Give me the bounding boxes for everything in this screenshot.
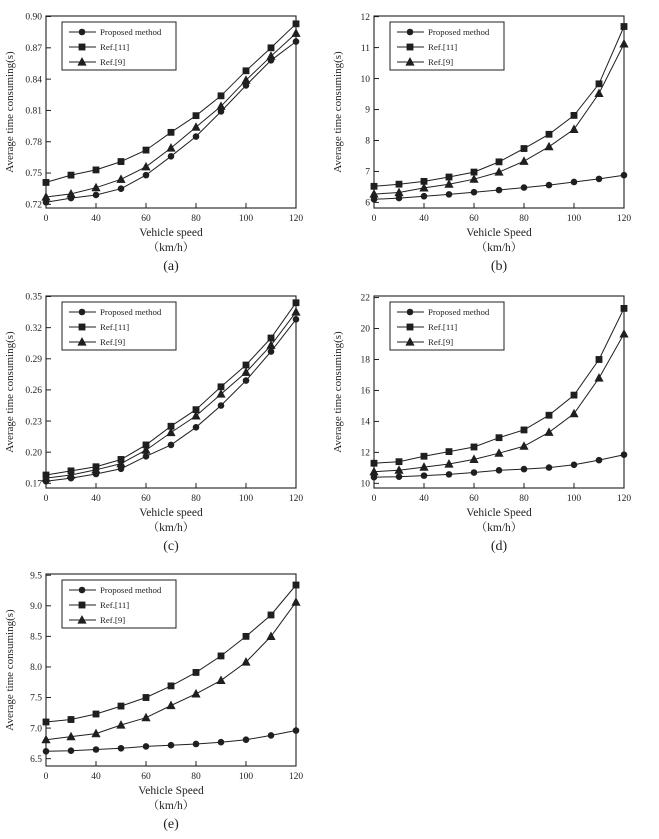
- circle-marker: [521, 185, 527, 191]
- legend-label: Ref.[9]: [100, 615, 126, 626]
- plot-area-a: [6, 4, 328, 230]
- triangle-marker: [142, 162, 150, 170]
- square-marker: [371, 460, 377, 466]
- circle-marker: [521, 466, 527, 472]
- y-tick-label: 0.84: [25, 75, 42, 86]
- circle-marker: [218, 402, 224, 408]
- circle-marker: [293, 39, 299, 45]
- triangle-marker: [217, 676, 225, 684]
- chart-panel-b: [334, 4, 656, 275]
- x-tick-label: 0: [371, 494, 377, 504]
- y-tick-label: 8.0: [30, 663, 42, 674]
- triangle-marker: [167, 144, 175, 152]
- legend-label: Ref.[9]: [100, 337, 126, 348]
- circle-marker: [118, 186, 124, 192]
- panel-caption-c: (c): [163, 539, 179, 554]
- square-marker: [521, 427, 527, 433]
- square-marker: [596, 356, 602, 362]
- square-marker: [396, 459, 402, 465]
- x-tick-label: 100: [238, 214, 254, 224]
- square-marker: [371, 183, 377, 189]
- panel-caption-b: (b): [490, 259, 508, 274]
- series-line: [374, 455, 624, 478]
- square-marker: [571, 112, 577, 118]
- y-tick-label: 16: [360, 386, 370, 397]
- square-marker: [596, 81, 602, 87]
- triangle-marker: [292, 598, 300, 606]
- square-marker: [68, 172, 74, 178]
- square-marker: [293, 300, 299, 306]
- y-tick-label: 6: [365, 198, 370, 209]
- legend-label: Ref.[11]: [428, 42, 458, 53]
- x-tick-label: 60: [141, 214, 151, 224]
- triangle-marker: [142, 713, 150, 721]
- legend: [390, 22, 504, 70]
- y-tick-label: 0.26: [25, 386, 42, 397]
- legend-label: Proposed method: [428, 27, 490, 38]
- square-marker: [168, 129, 174, 135]
- legend-label: Ref.[11]: [100, 600, 130, 611]
- y-tick-label: 6.5: [30, 754, 42, 765]
- x-tick-label: 100: [238, 494, 254, 504]
- triangle-marker: [595, 89, 603, 97]
- circle-marker: [546, 182, 552, 188]
- triangle-marker: [167, 701, 175, 709]
- triangle-marker: [292, 308, 300, 316]
- square-marker: [521, 145, 527, 151]
- circle-marker: [571, 462, 577, 468]
- y-tick-label: 0.78: [25, 137, 42, 148]
- square-marker: [193, 669, 199, 675]
- x-tick-label: 80: [519, 494, 529, 504]
- circle-marker: [293, 728, 299, 734]
- circle-marker: [118, 745, 124, 751]
- y-tick-label: 7.0: [30, 724, 42, 735]
- circle-marker: [471, 470, 477, 476]
- x-axis-label: Vehicle Speed: [466, 227, 532, 239]
- triangle-marker: [620, 40, 628, 48]
- circle-marker: [571, 179, 577, 185]
- y-tick-label: 0.32: [25, 323, 42, 334]
- triangle-marker: [192, 123, 200, 131]
- triangle-marker: [520, 442, 528, 450]
- square-marker: [546, 131, 552, 137]
- circle-marker: [79, 309, 85, 315]
- square-marker: [268, 45, 274, 51]
- square-marker: [118, 158, 124, 164]
- legend: [390, 302, 504, 350]
- square-marker: [293, 21, 299, 27]
- circle-marker: [193, 424, 199, 430]
- circle-marker: [596, 457, 602, 463]
- x-tick-label: 100: [566, 494, 582, 504]
- y-tick-label: 11: [360, 43, 370, 54]
- legend: [62, 22, 176, 70]
- triangle-marker: [570, 125, 578, 133]
- x-tick-label: 40: [419, 494, 429, 504]
- circle-marker: [79, 29, 85, 35]
- chart-panel-e: [6, 562, 328, 833]
- y-tick-label: 0.81: [25, 106, 42, 117]
- square-marker: [546, 412, 552, 418]
- y-tick-label: 12: [360, 12, 370, 23]
- triangle-marker: [570, 409, 578, 417]
- square-marker: [143, 694, 149, 700]
- x-tick-label: 0: [43, 214, 49, 224]
- square-marker: [168, 683, 174, 689]
- legend-label: Proposed method: [100, 307, 162, 318]
- legend-label: Ref.[11]: [100, 322, 130, 333]
- square-marker: [79, 44, 85, 50]
- triangle-marker: [545, 142, 553, 150]
- y-tick-label: 0.23: [25, 417, 42, 428]
- circle-marker: [546, 465, 552, 471]
- x-tick-label: 100: [566, 214, 582, 224]
- square-marker: [293, 582, 299, 588]
- circle-marker: [243, 737, 249, 743]
- circle-marker: [193, 134, 199, 140]
- legend-label: Ref.[9]: [428, 57, 454, 68]
- chart-panel-c: [6, 284, 328, 555]
- x-tick-label: 120: [616, 494, 632, 504]
- square-marker: [407, 324, 413, 330]
- y-tick-label: 8.5: [30, 632, 42, 643]
- triangle-marker: [292, 29, 300, 37]
- x-tick-label: 120: [288, 494, 304, 504]
- y-tick-label: 0.87: [25, 44, 42, 55]
- x-axis-label: Vehicle Speed: [466, 507, 532, 519]
- square-marker: [68, 716, 74, 722]
- x-axis-unit-label: （km/h）: [475, 522, 523, 534]
- circle-marker: [193, 741, 199, 747]
- square-marker: [79, 324, 85, 330]
- square-marker: [621, 23, 627, 29]
- circle-marker: [268, 349, 274, 355]
- legend-label: Proposed method: [100, 585, 162, 596]
- y-tick-label: 22: [360, 293, 370, 304]
- square-marker: [268, 335, 274, 341]
- y-tick-label: 8: [365, 136, 370, 147]
- x-tick-label: 60: [141, 772, 151, 782]
- x-axis-unit-label: （km/h）: [147, 522, 195, 534]
- circle-marker: [446, 191, 452, 197]
- y-tick-label: 0.75: [25, 169, 42, 180]
- y-tick-label: 12: [360, 448, 370, 459]
- plot-area-e: [6, 562, 328, 788]
- circle-marker: [596, 176, 602, 182]
- y-tick-label: 20: [360, 324, 370, 335]
- circle-marker: [396, 474, 402, 480]
- panel-caption-d: (d): [490, 539, 508, 554]
- y-tick-label: 0.20: [25, 448, 42, 459]
- circle-marker: [43, 748, 49, 754]
- circle-marker: [143, 172, 149, 178]
- circle-marker: [621, 452, 627, 458]
- square-marker: [218, 384, 224, 390]
- square-marker: [43, 179, 49, 185]
- y-tick-label: 10: [360, 74, 370, 85]
- square-marker: [218, 653, 224, 659]
- triangle-marker: [192, 690, 200, 698]
- y-tick-label: 14: [360, 417, 370, 428]
- circle-marker: [293, 316, 299, 322]
- x-tick-label: 120: [288, 214, 304, 224]
- square-marker: [243, 633, 249, 639]
- triangle-marker: [545, 428, 553, 436]
- chart-panel-d: [334, 284, 656, 555]
- legend-label: Ref.[9]: [100, 57, 126, 68]
- y-tick-label: 9.5: [30, 571, 42, 582]
- y-axis-label: Average time consuming(s): [4, 51, 16, 173]
- plot-area-c: [6, 284, 328, 510]
- square-marker: [193, 113, 199, 119]
- y-tick-label: 7: [365, 167, 370, 178]
- square-marker: [407, 44, 413, 50]
- x-tick-label: 80: [191, 214, 201, 224]
- square-marker: [496, 159, 502, 165]
- series-circle: [371, 172, 627, 202]
- circle-marker: [496, 187, 502, 193]
- square-marker: [421, 453, 427, 459]
- y-axis-label: Average time consuming(s): [4, 609, 16, 731]
- panel-caption-a: (a): [163, 259, 179, 274]
- x-tick-label: 60: [469, 494, 479, 504]
- square-marker: [118, 703, 124, 709]
- series-circle: [43, 728, 299, 755]
- x-tick-label: 40: [91, 214, 101, 224]
- square-marker: [471, 444, 477, 450]
- circle-marker: [168, 153, 174, 159]
- circle-marker: [243, 378, 249, 384]
- square-marker: [43, 719, 49, 725]
- y-tick-label: 9: [365, 105, 370, 116]
- x-tick-label: 120: [288, 772, 304, 782]
- x-axis-unit-label: （km/h）: [147, 242, 195, 254]
- square-marker: [446, 174, 452, 180]
- legend-label: Ref.[11]: [428, 322, 458, 333]
- circle-marker: [79, 587, 85, 593]
- circle-marker: [471, 189, 477, 195]
- circle-marker: [93, 746, 99, 752]
- square-marker: [471, 169, 477, 175]
- square-marker: [496, 435, 502, 441]
- x-axis-unit-label: （km/h）: [147, 800, 195, 812]
- x-axis-label: Vehicle Speed: [138, 785, 204, 797]
- square-marker: [93, 711, 99, 717]
- circle-marker: [407, 29, 413, 35]
- square-marker: [268, 612, 274, 618]
- square-marker: [396, 181, 402, 187]
- circle-marker: [421, 193, 427, 199]
- circle-marker: [421, 473, 427, 479]
- x-axis-unit-label: （km/h）: [475, 242, 523, 254]
- circle-marker: [268, 732, 274, 738]
- triangle-marker: [620, 330, 628, 338]
- y-axis-label: Average time consuming(s): [4, 331, 16, 453]
- square-marker: [143, 147, 149, 153]
- square-marker: [218, 93, 224, 99]
- circle-marker: [143, 453, 149, 459]
- legend-label: Ref.[11]: [100, 42, 130, 53]
- legend-label: Ref.[9]: [428, 337, 454, 348]
- legend: [62, 580, 176, 628]
- legend: [62, 302, 176, 350]
- triangle-marker: [595, 374, 603, 382]
- circle-marker: [407, 309, 413, 315]
- square-marker: [79, 602, 85, 608]
- circle-marker: [93, 192, 99, 198]
- y-tick-label: 18: [360, 355, 370, 366]
- plot-area-b: [334, 4, 656, 230]
- triangle-marker: [520, 157, 528, 165]
- square-marker: [446, 449, 452, 455]
- x-tick-label: 40: [419, 214, 429, 224]
- panel-caption-e: (e): [163, 817, 179, 832]
- x-tick-label: 60: [141, 494, 151, 504]
- x-tick-label: 120: [616, 214, 632, 224]
- circle-marker: [143, 743, 149, 749]
- x-tick-label: 0: [43, 772, 49, 782]
- y-tick-label: 9.0: [30, 601, 42, 612]
- triangle-marker: [217, 390, 225, 398]
- legend-label: Proposed method: [428, 307, 490, 318]
- y-tick-label: 7.5: [30, 693, 42, 704]
- square-marker: [243, 68, 249, 74]
- y-axis-label: Average time consuming(s): [332, 51, 344, 173]
- triangle-marker: [117, 175, 125, 183]
- circle-marker: [168, 742, 174, 748]
- x-tick-label: 80: [519, 214, 529, 224]
- triangle-marker: [495, 168, 503, 176]
- circle-marker: [496, 467, 502, 473]
- x-tick-label: 0: [43, 494, 49, 504]
- x-tick-label: 40: [91, 494, 101, 504]
- legend-label: Proposed method: [100, 27, 162, 38]
- circle-marker: [68, 748, 74, 754]
- plot-area-d: [334, 284, 656, 510]
- circle-marker: [218, 739, 224, 745]
- x-tick-label: 0: [371, 214, 377, 224]
- x-axis-label: Vehicle speed: [139, 227, 203, 239]
- series-triangle: [370, 330, 628, 475]
- y-tick-label: 0.17: [25, 479, 42, 490]
- square-marker: [571, 392, 577, 398]
- x-tick-label: 80: [191, 772, 201, 782]
- y-tick-label: 0.90: [25, 12, 42, 23]
- square-marker: [621, 305, 627, 311]
- x-tick-label: 40: [91, 772, 101, 782]
- circle-marker: [621, 172, 627, 178]
- y-tick-label: 0.35: [25, 292, 42, 303]
- x-tick-label: 80: [191, 494, 201, 504]
- y-tick-label: 10: [360, 479, 370, 490]
- chart-panel-a: [6, 4, 328, 275]
- circle-marker: [168, 442, 174, 448]
- x-axis-label: Vehicle speed: [139, 507, 203, 519]
- x-tick-label: 100: [238, 772, 254, 782]
- y-axis-label: Average time consuming(s): [332, 331, 344, 453]
- square-marker: [243, 362, 249, 368]
- square-marker: [93, 167, 99, 173]
- x-tick-label: 60: [469, 214, 479, 224]
- y-tick-label: 0.72: [25, 200, 42, 211]
- circle-marker: [446, 471, 452, 477]
- y-tick-label: 0.29: [25, 354, 42, 365]
